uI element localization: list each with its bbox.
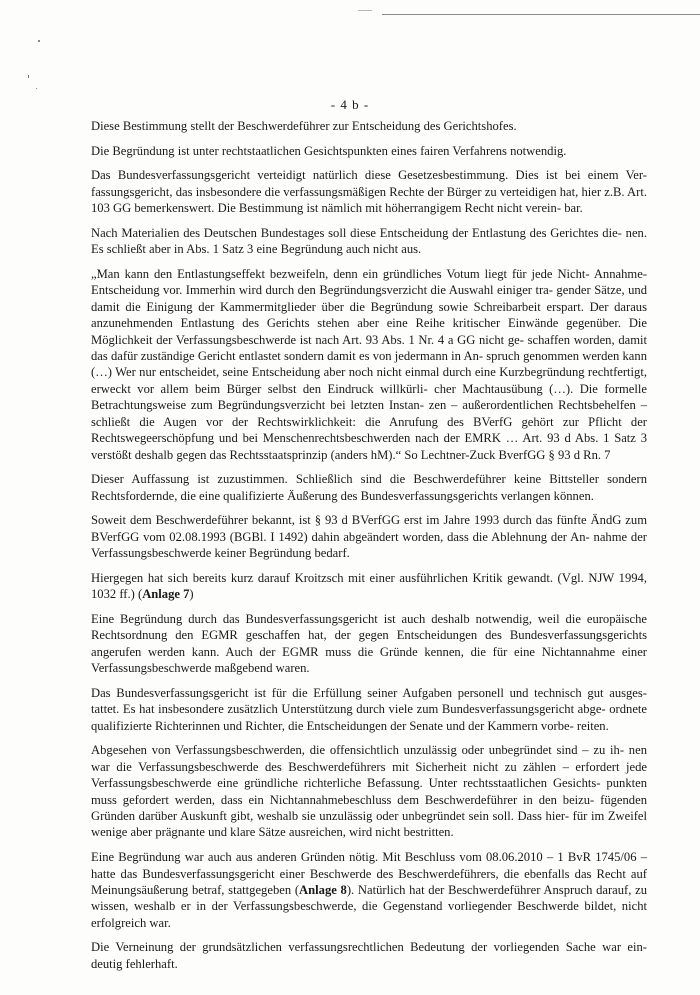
paragraph: Eine Begründung durch das Bundesverfassungsgericht ist auch deshalb notwendig, weil die europäische Rechtsordnung den EGMR geschaffen hat, der gegen Entscheidungen des Bundesverfassungsgerichts angerufen werden kann. Auch der EGMR muss die Gründe kennen, die für eine Nichtannahme einer Verfassungsbeschwerde maßgebend waren. <box>91 611 647 676</box>
paragraph: Abgesehen von Verfassungsbeschwerden, die offensichtlich unzulässig oder unbegründet sind – zu ih- nen war die Verfassungsbeschwerde des Beschwerdeführers mit Sicherheit nicht zu zählen – erfordert jede Verfassungsbeschwerde eine gründliche richterliche Befassung. Unter rechtsstaatlichen Gesichts- punkten muss gefordert werden, dass ein Nichtannahmebeschluss dem Beschwerdeführer in den beizu- fügenden Gründen darüber Auskunft gibt, weshalb sie unzulässig oder unbegründet sein soll. Dass hier- für im Zweifel wenige aber prägnante und klare Sätze ausreichen, wird nicht bestritten. <box>91 743 647 840</box>
scan-speck <box>36 88 37 89</box>
paragraph-text: ) <box>189 587 194 602</box>
paragraph-text: ). Natürlich hat der Beschwerdeführer Anspruch darauf, zu wissen, weshalb er in der Verfassungsbeschwerde, die Gegenstand vorliegender Beschwerde bildet, nicht erfolgreich war. <box>91 882 648 930</box>
paragraph: Die Verneinung der grundsätzlichen verfassungsrechtlichen Bedeutung der vorliegenden Sache war ein- deutig fehlerhaft. <box>91 940 647 971</box>
paragraph: Das Bundesverfassungsgericht ist für die Erfüllung seiner Aufgaben personell und technisch gut ausges- tattet. Es hat insbesondere zusätzlich Unterstützung durch viele zum Bundesverfassungsgericht abge- ordnete qualifizierte Richterinnen und Richter, die Entscheidungen der Senate und der Kammern vorbe- reiten. <box>91 685 647 733</box>
paragraph: Die Begründung ist unter rechtstaatlichen Gesichtspunkten eines fairen Verfahrens notwendig. <box>91 143 567 158</box>
paragraph: Nach Materialien des Deutschen Bundestages soll diese Entscheidung der Entlastung des Gerichtes die- nen. Es schließt aber in Abs. 1 Satz 3 eine Begründung auch nicht aus. <box>91 225 647 257</box>
scan-speck <box>28 75 29 78</box>
exhibit-reference: Anlage 8 <box>299 882 347 897</box>
paragraph: Dieser Auffassung ist zuzustimmen. Schließlich sind die Beschwerdeführer keine Bittsteller sondern Rechtsfordernde, die eine qualifizierte Äußerung des Bundesverfassungsgerichts verlangen können. <box>91 472 647 503</box>
paragraph-text: Hiergegen hat sich bereits kurz darauf Kroitzsch mit einer ausführlichen Kritik gewandt. (Vgl. NJW 1994, 1032 ff.) ( <box>91 570 647 602</box>
paragraph-beschluss <box>91 849 647 931</box>
paragraph: Diese Bestimmung stellt der Beschwerdeführer zur Entscheidung des Gerichtshofes. <box>91 119 517 133</box>
paragraph: Soweit dem Beschwerdeführer bekannt, ist § 93 d BVerfGG erst im Jahre 1993 durch das fünfte ÄndG zum BVerfGG vom 02.08.1993 (BGBl. I 1492) dahin abgeändert worden, dass die Ablehnung der An- nahme der Verfassungsbeschwerde keiner Begründung bedarf. <box>91 513 647 561</box>
page-number: - 4 b - <box>330 97 370 112</box>
document-body <box>91 118 647 972</box>
paragraph-kroitzsch <box>91 570 647 603</box>
quote-paragraph: „Man kann den Entlastungseffekt bezweifeln, denn ein gründliches Votum liegt für jede Nicht- Annahme-Entscheidung vor. Immerhin wird durch den Begründungsverzicht die Auswahl einiger tra- gender Sätze, und damit die Einigung der Kammermitglieder über die Begründung sowie Schreibarbeit erspart. Der daraus anzunehmenden Entlastung des Gerichts stehen aber eine Reihe kritischer Einwände gegenüber. Die Möglichkeit der Verfassungsbeschwerde ist nach Art. 93 Abs. 1 Nr. 4 a GG nicht ge- schaffen worden, damit das dafür zuständige Gericht entlastet sondern damit es von jedermann in An- spruch genommen werden kann (…) Wer nur entscheidet, seine Entscheidung aber noch nicht einmal durch eine Kurzbegründung rechtfertigt, erweckt vor allem beim Bürger selbst den Eindruck willkürli- cher Machtausübung (…). Die formelle Betrachtungsweise zum Begründungsverzicht bei letzten Instan- zen – außerordentlichen Rechtsbehelfen – schließt die Augen vor der Rechtswirklichkeit: die Anrufung des BVerfG gehört zur Pflicht der Rechtswegeerschöpfung und bei Menschenrechtsbeschwerden nach der EMRK … Art. 93 d Abs. 1 Satz 3 verstößt deshalb gegen das Rechtsstaatsprinzip (anders hM).“ So Lechtner-Zuck BverfGG § 93 d Rn. 7 <box>91 267 647 462</box>
scan-artifact-line <box>382 14 700 15</box>
paragraph-text: Eine Begründung war auch aus anderen Gründen nötig. Mit Beschluss vom 08.06.2010 – 1 BvR 1745/06 – hatte das Bundesverfassungsgericht einer Beschwerde des Beschwerdeführers, die ebenfalls das Recht auf Meinungsäußerung betraf, stattgegeben ( <box>91 850 647 897</box>
paragraph: Das Bundesverfassungsgericht verteidigt natürlich diese Gesetzesbestimmung. Dies ist bei einem Ver- fassungsgericht, das insbesondere die verfassungsmäßigen Rechte der Bürger zu verteidigen hat, hier z.B. Art. 103 GG bemerkenswert. Die Bestimmung ist nämlich mit höherrangigem Recht nicht verein- bar. <box>91 168 647 216</box>
exhibit-reference: Anlage 7 <box>142 587 190 602</box>
scan-speck <box>38 40 40 42</box>
scan-artifact-line <box>358 10 372 11</box>
